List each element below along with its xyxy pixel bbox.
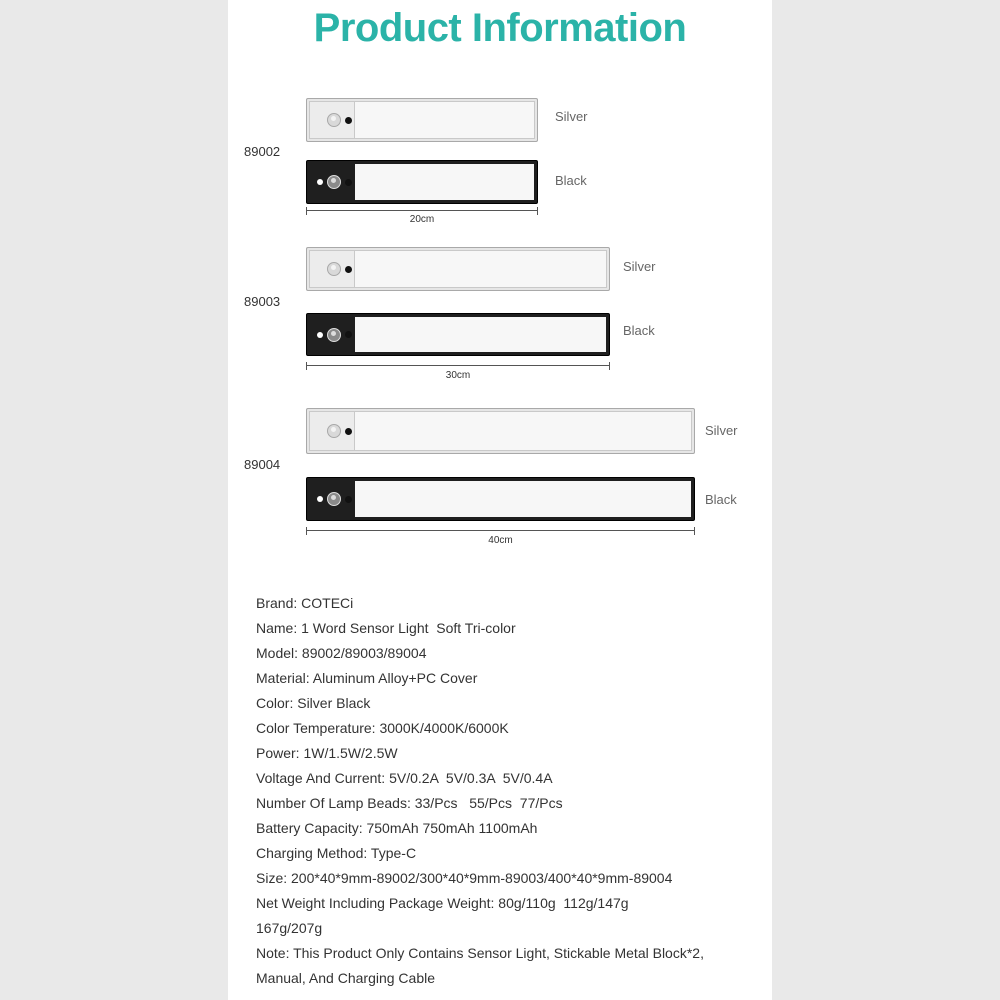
page-title: Product Information [313, 6, 687, 50]
light-diffuser [355, 164, 534, 200]
light-bar-silver-40cm [306, 408, 695, 454]
model-label-89002: 89002 [244, 144, 281, 159]
light-diffuser [355, 251, 606, 287]
indicator-dot [345, 117, 352, 124]
spec-lamp-beads: Number Of Lamp Beads: 33/Pcs 55/Pcs 77/Pcs [256, 795, 563, 811]
spec-color-temperature: Color Temperature: 3000K/4000K/6000K [256, 720, 509, 736]
motion-sensor-icon [327, 492, 341, 506]
motion-sensor-icon [327, 262, 341, 276]
color-label-black: Black [623, 323, 655, 338]
spec-color: Color: Silver Black [256, 695, 371, 711]
light-bar-silver-20cm [306, 98, 538, 142]
charging-port-icon [317, 332, 323, 338]
indicator-dot [345, 179, 352, 186]
spec-name: Name: 1 Word Sensor Light Soft Tri-color [256, 620, 516, 636]
spec-battery: Battery Capacity: 750mAh 750mAh 1100mAh [256, 820, 538, 836]
indicator-dot [345, 331, 352, 338]
motion-sensor-icon [327, 113, 341, 127]
color-label-black: Black [555, 173, 587, 188]
light-diffuser [355, 317, 606, 352]
spec-material: Material: Aluminum Alloy+PC Cover [256, 670, 478, 686]
motion-sensor-icon [327, 424, 341, 438]
color-label-silver: Silver [705, 423, 738, 438]
spec-power: Power: 1W/1.5W/2.5W [256, 745, 398, 761]
light-bar-black-30cm [306, 313, 610, 356]
spec-model: Model: 89002/89003/89004 [256, 645, 427, 661]
color-label-silver: Silver [555, 109, 588, 124]
light-diffuser [355, 481, 691, 517]
indicator-dot [345, 266, 352, 273]
spec-charging: Charging Method: Type-C [256, 845, 417, 861]
color-label-silver: Silver [623, 259, 656, 274]
indicator-dot [345, 496, 352, 503]
color-label-black: Black [705, 492, 737, 507]
light-diffuser [355, 102, 534, 138]
spec-weight-cont: 167g/207g [256, 920, 323, 936]
light-bar-black-20cm [306, 160, 538, 204]
spec-list [256, 591, 756, 991]
dimension-line [306, 527, 695, 535]
spec-weight: Net Weight Including Package Weight: 80g/110g 112g/147g [256, 895, 629, 911]
motion-sensor-icon [327, 175, 341, 189]
light-bar-silver-30cm [306, 247, 610, 291]
dimension-label: 30cm [445, 370, 471, 381]
light-diffuser [355, 412, 691, 450]
spec-voltage-current: Voltage And Current: 5V/0.2A 5V/0.3A 5V/0.4A [256, 770, 553, 786]
spec-note-cont: Manual, And Charging Cable [256, 970, 436, 986]
dimension-label: 20cm [409, 214, 435, 225]
model-label-89003: 89003 [244, 294, 281, 309]
motion-sensor-icon [327, 328, 341, 342]
spec-size: Size: 200*40*9mm-89002/300*40*9mm-89003/400*40*9mm-89004 [256, 870, 673, 886]
model-label-89004: 89004 [244, 457, 281, 472]
light-bar-black-40cm [306, 477, 695, 521]
dimension-line [306, 362, 610, 370]
spec-brand: Brand: COTECi [256, 595, 354, 611]
charging-port-icon [317, 496, 323, 502]
indicator-dot [345, 428, 352, 435]
spec-note: Note: This Product Only Contains Sensor Light, Stickable Metal Block*2, [256, 945, 704, 961]
dimension-label: 40cm [488, 535, 513, 546]
charging-port-icon [317, 179, 323, 185]
